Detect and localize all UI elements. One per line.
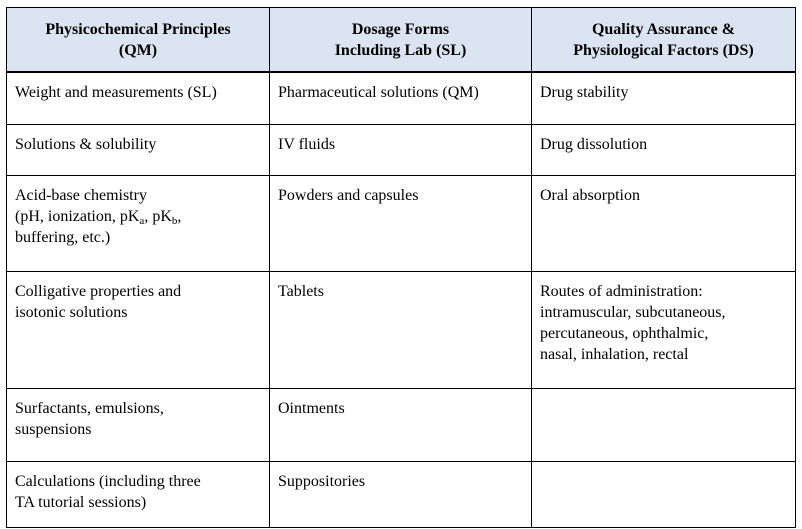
- cell-line: TA tutorial sessions): [15, 493, 147, 511]
- cell-line: intramuscular, subcutaneous,: [540, 303, 726, 321]
- cell-principles: [7, 461, 270, 527]
- header-physicochemical-principles: [7, 8, 270, 73]
- table-row: [7, 271, 796, 389]
- cell-quality: Oral absorption: [532, 176, 796, 271]
- header-row: [7, 8, 796, 73]
- text-fragment: ,: [177, 208, 182, 226]
- header-quality-assurance: [532, 8, 796, 73]
- cell-line: nasal, inhalation, rectal: [540, 345, 689, 363]
- cell-dosage: Pharmaceutical solutions (QM): [270, 72, 532, 125]
- cell-line: Routes of administration:: [540, 282, 703, 300]
- cell-line: Calculations (including three: [15, 472, 201, 490]
- table-row: [7, 125, 796, 176]
- cell-dosage: Tablets: [270, 271, 532, 389]
- course-topics-table: [6, 7, 796, 528]
- cell-principles: Solutions & solubility: [7, 125, 270, 176]
- cell-principles: Weight and measurements (SL): [7, 72, 270, 125]
- header-line: Quality Assurance &: [591, 21, 736, 38]
- header-line: Physicochemical Principles: [45, 21, 231, 38]
- cell-dosage: Suppositories: [270, 461, 532, 527]
- cell-quality: [532, 389, 796, 461]
- table-row: [7, 389, 796, 461]
- cell-principles: [7, 389, 270, 461]
- subscript-b: b: [171, 215, 178, 228]
- cell-quality: [532, 271, 796, 389]
- cell-line: percutaneous, ophthalmic,: [540, 324, 709, 342]
- cell-quality: [532, 461, 796, 527]
- cell-line: isotonic solutions: [15, 303, 128, 321]
- cell-dosage: Ointments: [270, 389, 532, 461]
- cell-line: suspensions: [15, 421, 92, 439]
- cell-principles: [7, 271, 270, 389]
- cell-quality: Drug stability: [532, 72, 796, 125]
- text-fragment: (pH, ionization, pK: [15, 208, 140, 226]
- cell-dosage: Powders and capsules: [270, 176, 532, 271]
- text-fragment: , pK: [144, 208, 172, 226]
- header-line: Dosage Forms: [351, 21, 450, 38]
- header-line: (QM): [118, 42, 158, 59]
- subscript-a: a: [139, 215, 145, 228]
- cell-dosage: IV fluids: [270, 125, 532, 176]
- header-dosage-forms: [270, 8, 532, 73]
- cell-quality: Drug dissolution: [532, 125, 796, 176]
- cell-line: Surfactants, emulsions,: [15, 400, 164, 418]
- header-line: Physiological Factors (DS): [573, 42, 754, 59]
- cell-line: Colligative properties and: [15, 282, 182, 300]
- cell-line-with-subscripts: [15, 206, 263, 227]
- cell-line: buffering, etc.): [15, 229, 111, 247]
- table-row: [7, 461, 796, 527]
- cell-line: Acid-base chemistry: [15, 187, 147, 205]
- cell-principles: [7, 176, 270, 271]
- table-row: [7, 176, 796, 271]
- table-row: [7, 72, 796, 125]
- header-line: Including Lab (SL): [334, 42, 467, 59]
